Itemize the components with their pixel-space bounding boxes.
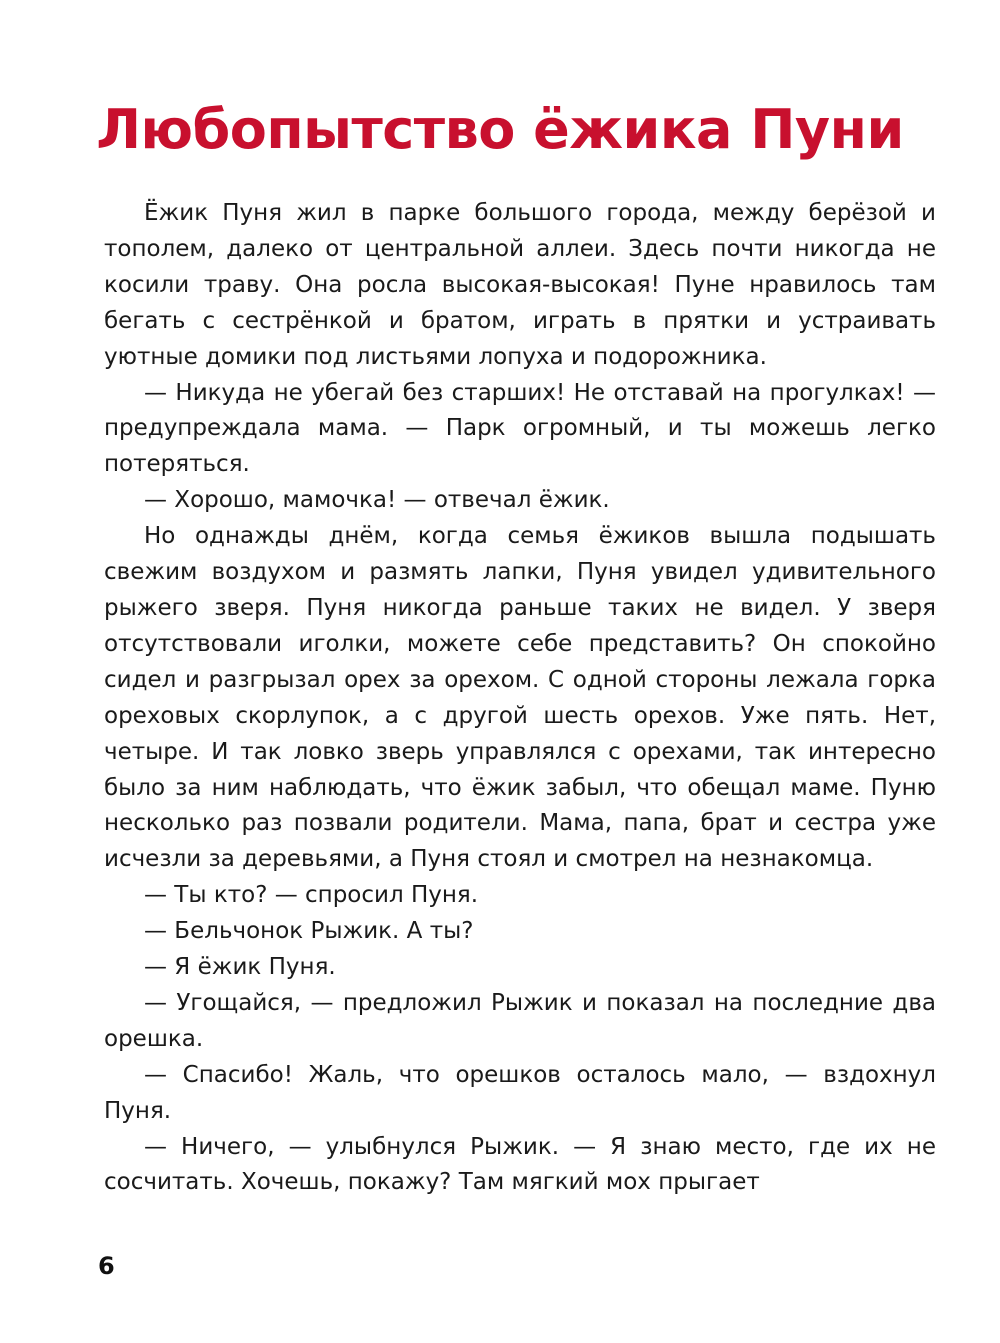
paragraph-7: — Я ёжик Пуня. [144,954,336,981]
paragraph-8: — Угощайся, — предложил Рыжик и показал на последние два орешка. [104,989,936,1052]
paragraph-2: — Никуда не убегай без старших! Не отставай на прогулках! — предупреждала мама. — Парк огромный, и ты можешь легко потеряться. [104,379,936,478]
page-title: Любопытство ёжика Пуни [96,98,904,161]
paragraph-5: — Ты кто? — спросил Пуня. [144,882,479,909]
paragraph-9: — Спасибо! Жаль, что орешков осталось мало, — вздохнул Пуня. [104,1061,936,1124]
paragraph-6: — Бельчонок Рыжик. А ты? [144,918,474,945]
page-number: 6 [98,1252,115,1280]
paragraph-10: — Ничего, — улыбнулся Рыжик. — Я знаю место, где их не сосчитать. Хочешь, покажу? Там мягкий мох прыгает [104,1133,936,1196]
paragraph-1: Ёжик Пуня жил в парке большого города, между берёзой и тополем, далеко от центральной аллеи. Здесь почти никогда не косили траву. Она росла высокая-высокая! Пуне нравилось там бегать с сестрёнкой и братом, играть в прятки и устраивать уютные домики под листьями лопуха и подорожника. [104,200,936,370]
paragraph-3: — Хорошо, мамочка! — отвечал ёжик. [144,487,610,514]
story-text [104,196,936,1201]
paragraph-4: Но однажды днём, когда семья ёжиков вышла подышать свежим воздухом и размять лапки, Пуня увидел удивительного рыжего зверя. Пуня никогда раньше таких не видел. У зверя отсутствовали иголки, можете себе представить? Он спокойно сидел и разгрызал орех за орехом. С одной стороны лежала горка ореховых скорлупок, а с другой шесть орехов. Уже пять. Нет, четыре. И так ловко зверь управлялся с орехами, так интересно было за ним наблюдать, что ёжик забыл, что обещал маме. Пуню несколько раз позвали родители. Мама, папа, брат и сестра уже исчезли за деревьями, а Пуня стоял и смотрел на незнакомца. [104,523,936,873]
